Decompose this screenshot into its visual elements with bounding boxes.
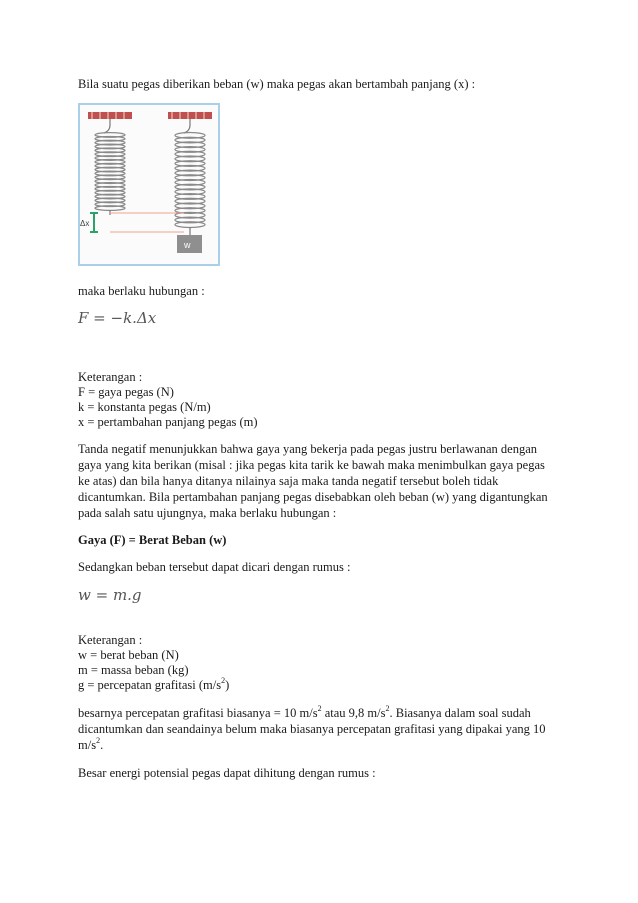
para2-line: besarnya percepatan grafitasi biasanya = 10 $m/s^2$ atau 9,8 $m/s^2$. Biasanya dalam soal sudah <box>78 703 531 720</box>
ceiling-right <box>168 112 212 119</box>
delta-x-marker <box>90 213 98 232</box>
weight-intro: Sedangkan beban tersebut dapat dicari dengan rumus : <box>78 560 351 574</box>
legend2-line: w = berat beban (N) <box>78 648 179 662</box>
legend1-line: F = gaya pegas (N) <box>78 385 174 399</box>
para1-line: ke atas) dan bila hanya ditanya nilainya saja maka tanda negatif tersebut boleh tidak <box>78 474 499 488</box>
legend2-line-g: g = percepatan grafitasi $(m/s^2)$ <box>78 675 230 692</box>
para2-line: dicantumkan dan seandainya belum maka biasanya percepatan grafitasi yang dipakai yang 10 <box>78 722 546 736</box>
formula-weight: w = m.g <box>78 586 142 604</box>
para1-line: Tanda negatif menunjukkan bahwa gaya yang bekerja pada pegas justru berlawanan dengan <box>78 442 538 456</box>
spring-left <box>95 133 125 211</box>
formula-spring-force: F = −k.Δx <box>78 309 157 327</box>
legend2-line: m = massa beban (kg) <box>78 663 189 677</box>
ceiling-left <box>88 112 132 119</box>
energy-intro: Besar energi potensial pegas dapat dihitung dengan rumus : <box>78 766 376 780</box>
weight-label: w <box>184 240 191 250</box>
legend1-line: k = konstanta pegas (N/m) <box>78 400 211 414</box>
bold-relation: Gaya (F) = Berat Beban (w) <box>78 533 227 547</box>
legend1-line: x = pertambahan panjang pegas (m) <box>78 415 258 429</box>
intro-text: Bila suatu pegas diberikan beban (w) maka pegas akan bertambah panjang (x) : <box>78 77 476 91</box>
legend1-heading: Keterangan : <box>78 370 143 384</box>
spring-diagram <box>80 105 218 264</box>
para2-line: $m/s^2$. <box>78 735 104 752</box>
para1-line: gaya yang kita berikan (misal : jika pegas kita tarik ke bawah maka menimbulkan gaya pegas <box>78 458 545 472</box>
para1-line: dicantumkan. Bila pertambahan panjang pegas disebabkan oleh beban (w) yang digantungkan <box>78 490 548 504</box>
para1-line: pada salah satu ujungnya, maka berlaku hubungan : <box>78 506 337 520</box>
legend2-heading: Keterangan : <box>78 633 143 647</box>
delta-x-label: Δx <box>80 219 90 228</box>
relation-intro: maka berlaku hubungan : <box>78 284 205 298</box>
spring-figure <box>78 103 220 266</box>
